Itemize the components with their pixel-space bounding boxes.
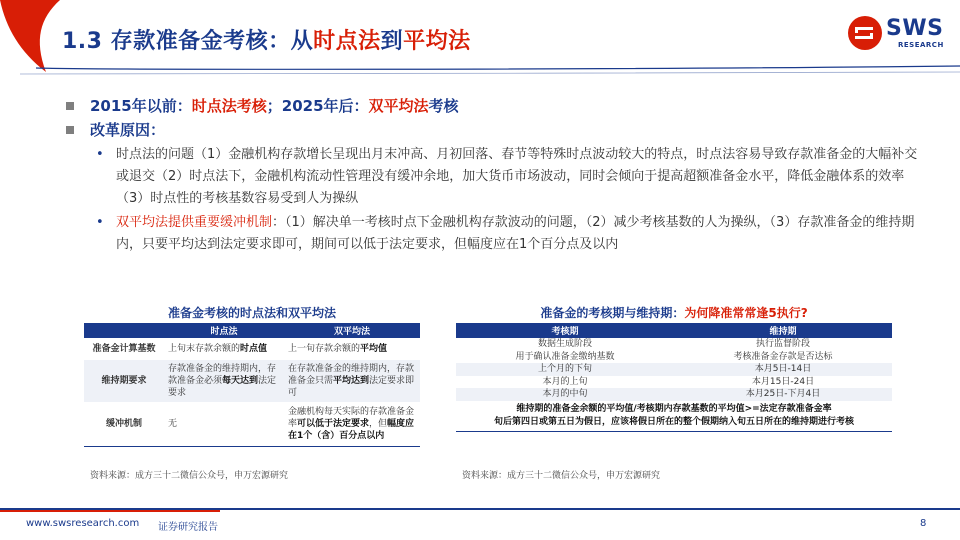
table-header-cell: 双平均法 [284,323,420,338]
logo-text: SWS [886,16,944,41]
table-cell: 在存款准备金的维持期内，存款准备金只需平均达到法定要求即可 [284,360,420,402]
table-row [456,338,892,351]
logo-subtext: RESEARCH [898,41,944,49]
sws-logo-icon [846,14,884,52]
table-cell: 存款准备金的维持期内，存款准备金必须每天达到法定要求 [164,360,284,402]
left-table-caption: 准备金考核的时点法和双平均法 [167,306,336,320]
table-row [456,351,892,364]
table-cell: 本月25日-下月4日 [674,388,892,401]
table-cell: 本月的中旬 [456,388,674,401]
table-cell: 本月5日-14日 [674,363,892,376]
table-header-row [456,323,892,338]
table-cell: 执行监督阶段 [755,339,810,349]
table-cell: 本月15日-24日 [751,376,815,387]
table-row [456,376,892,389]
dot-bullet-icon: • [96,147,104,162]
sub-bullet-2: • 双平均法提供重要缓冲机制：（1）解决单一考核时点下金融机构存款波动的问题，（2）减少考核基数的人为操纵，（3）存款准备金的维持期内，只要平均达到法定要求即可，期间可以低于法定要求，但幅度应在1个百分点及以内 [64,212,924,256]
bullet-list [64,94,924,256]
sub-bullet-1: • 时点法的问题（1）金融机构存款增长呈现出月末冲高、月初回落、春节等特殊时点波动较大的特点，时点法容易导致存款准备金的大幅补交或退交（2）时点法下，金融机构流动性管理没有缓冲余地，加大货币市场波动，同时会倾向于提高超额准备金水平，降低金融体系的效率（3）时点性的考核基数容易受到人为操纵 [64,144,924,210]
table-row [456,363,892,376]
footer-url-link[interactable]: www.swsresearch.com [26,518,140,529]
method-comparison-table [84,323,420,447]
table-cell: 金融机构每天实际的存款准备金率可以低于法定要求，但幅度应在1个（含）百分点以内 [284,402,420,446]
footer-label: 证券研究报告 [158,522,218,533]
table-header-cell: 维持期 [674,323,892,338]
bullet-item-2: 改革原因： [64,118,924,142]
table-header-row [84,323,420,338]
page-number: 8 [920,518,927,529]
right-source-note: 资料来源：成方三十二微信公众号，申万宏源研究 [462,471,661,481]
square-bullet-icon [66,126,74,134]
left-source-note: 资料来源：成方三十二微信公众号，申万宏源研究 [90,471,289,481]
table-cell: 上个月的下旬 [456,363,674,376]
table-cell: 数据生成阶段 [537,339,592,349]
footer-divider [0,508,960,512]
table-header-cell: 时点法 [164,323,284,338]
table-cell: 上旬末存款余额的时点值 [168,344,268,354]
page-title: 1.3 存款准备金考核：从时点法到平均法 [62,29,471,54]
table-row [84,360,420,402]
table-cell: 本月的上旬 [542,376,588,387]
table-cell: 上一旬存款余额的平均值 [288,344,388,354]
row-header: 维持期要求 [84,360,164,402]
table-header-cell: 考核期 [456,323,674,338]
slide-header [0,0,960,80]
table-row [84,402,420,446]
right-table-caption: 准备金的考核期与维持期：为何降准常常逢5执行? [540,306,808,320]
dot-bullet-icon: • [96,215,104,230]
row-header: 缓冲机制 [84,402,164,446]
table-header-cell [84,323,164,338]
table-cell: 用于确认准备金缴纳基数 [515,351,615,362]
table-row [456,388,892,401]
table-cell: 无 [164,402,284,446]
table-note: 维持期的准备金余额的平均值/考核期内存款基数的平均值>=法定存款准备金率 旬后第四日或第五日为假日，应该将假日所在的整个假期纳入旬五日所在的维持期进行考核 [456,401,892,432]
bullet-item-1: 2015年以前：时点法考核；2025年后：双平均法考核 [64,94,924,118]
sws-logo [846,14,946,54]
assessment-maintenance-table [456,323,892,432]
table-cell: 考核准备金存款是否达标 [733,351,833,362]
square-bullet-icon [66,102,74,110]
table-row [84,338,420,360]
table-note-row [456,401,892,432]
row-header: 准备金计算基数 [92,344,156,354]
